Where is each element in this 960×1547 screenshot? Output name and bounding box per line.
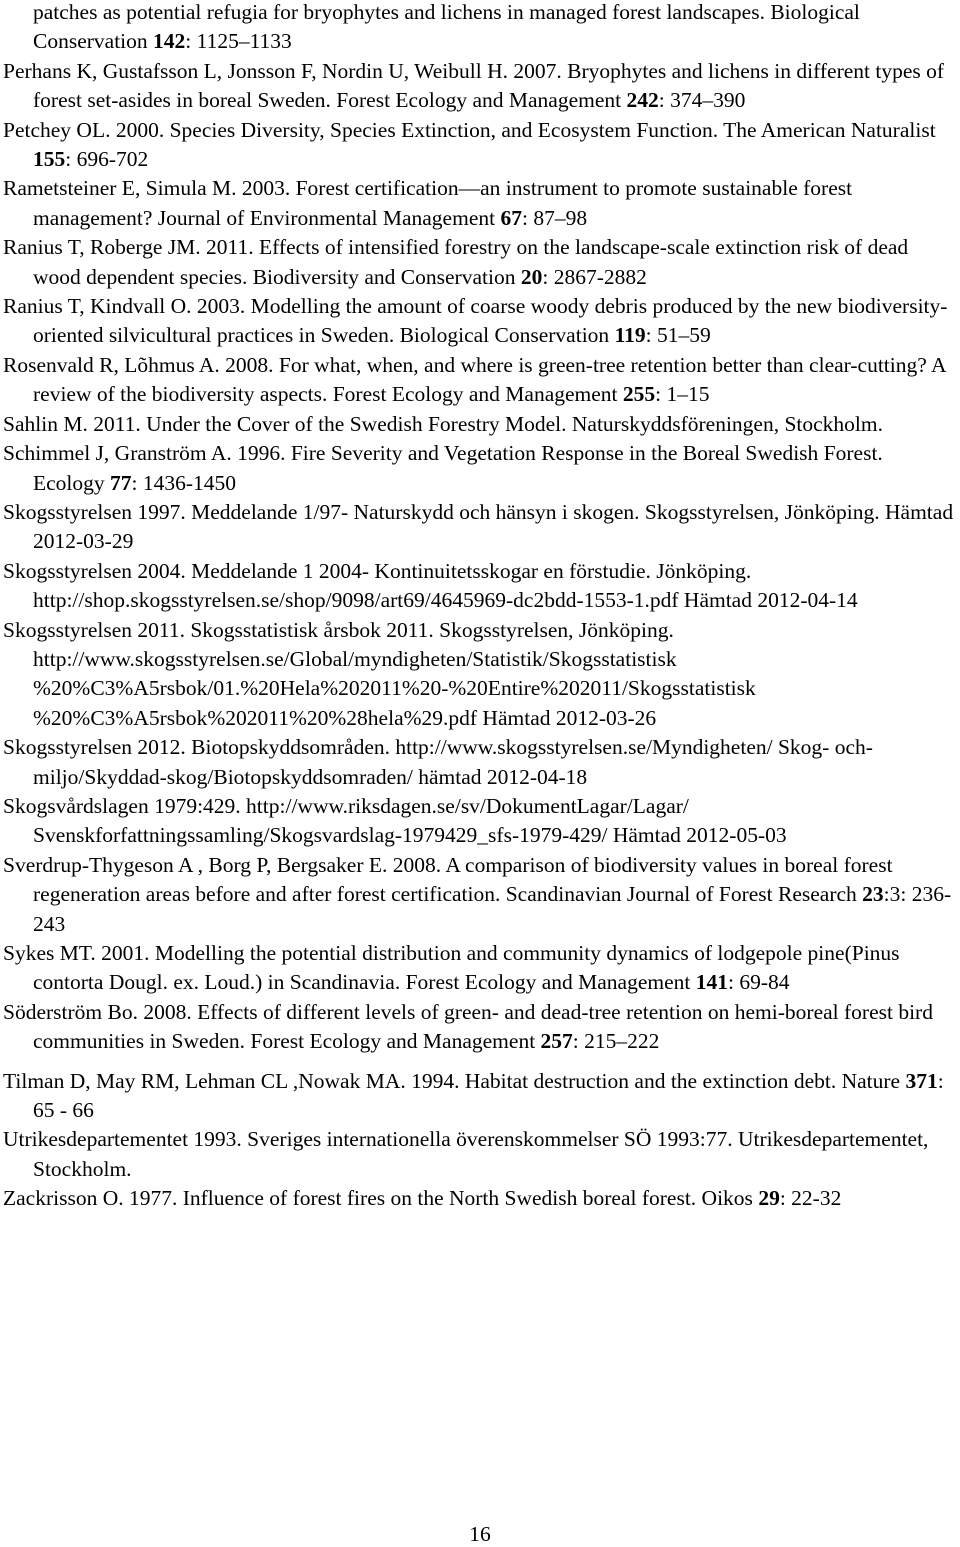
reference-text: Skogsstyrelsen 2004. Meddelande 1 2004- Kontinuitetsskogar en förstudie. Jönköping. http://shop.skogsstyrelsen.se/shop/9098/art69/4645969-dc2bdd-1553-1.pdf Hämtad 2012-04-14: [3, 558, 858, 613]
reference-text: : 374–390: [658, 88, 746, 113]
reference-volume: 67: [500, 205, 522, 230]
reference-volume: 371: [905, 1068, 938, 1093]
reference-continuation: [3, 0, 957, 57]
reference-entry: [3, 57, 957, 116]
reference-text: patches as potential refugia for bryophytes and lichens in managed forest landscapes. Biological Conservation: [33, 0, 860, 54]
page-number: 16: [469, 1522, 491, 1546]
reference-entry: [3, 557, 957, 616]
reference-entry: [3, 851, 957, 939]
reference-entry: [3, 998, 957, 1057]
reference-entry: [3, 410, 957, 439]
reference-text: Sykes MT. 2001. Modelling the potential distribution and community dynamics of lodgepole pine(Pinus contorta Dougl. ex. Loud.) in Scandinavia. Forest Ecology and Management: [3, 941, 900, 995]
reference-text: Zackrisson O. 1977. Influence of forest fires on the North Swedish boreal forest. Oikos: [3, 1186, 759, 1211]
reference-text: Rametsteiner E, Simula M. 2003. Forest certification—an instrument to promote sustainable forest management? Journal of Environmental Management: [3, 176, 853, 230]
reference-entry: [3, 116, 957, 175]
reference-volume: 155: [33, 147, 66, 172]
reference-text: : 2867-2882: [542, 264, 647, 289]
reference-text: : 215–222: [572, 1029, 660, 1054]
reference-text: Söderström Bo. 2008. Effects of different levels of green- and dead-tree retention on hemi-boreal forest bird communities in Sweden. Forest Ecology and Management: [3, 999, 933, 1054]
reference-volume: 255: [622, 382, 656, 407]
reference-text: : 22-32: [779, 1186, 842, 1211]
reference-text: Ranius T, Kindvall O. 2003. Modelling the amount of coarse woody debris produced by the new biodiversity-oriented silvicultural practices in Sweden. Biological Conservation: [3, 294, 948, 348]
reference-text: Sverdrup-Thygeson A , Borg P, Bergsaker E. 2008. A comparison of biodiversity values in boreal forest regeneration areas before and after forest certification. Scandinavian Journal of Forest Research: [3, 852, 893, 907]
reference-text: : 1436-1450: [131, 470, 237, 495]
reference-text: Sahlin M. 2011. Under the Cover of the Swedish Forestry Model. Naturskyddsföreningen, Stockholm.: [3, 411, 883, 436]
reference-text: Skogsstyrelsen 1997. Meddelande 1/97- Naturskydd och hänsyn i skogen. Skogsstyrelsen, Jönköping. Hämtad 2012-03-29: [3, 499, 954, 554]
reference-text: Ranius T, Roberge JM. 2011. Effects of intensified forestry on the landscape-scale extinction risk of dead wood dependent species. Biodiversity and Conservation: [3, 235, 909, 289]
reference-volume: 142: [153, 29, 186, 54]
reference-text: Rosenvald R, Lõhmus A. 2008. For what, when, and where is green-tree retention better than clear-cutting? A review of the biodiversity aspects. Forest Ecology and Management: [3, 352, 946, 407]
reference-volume: 257: [540, 1029, 573, 1054]
reference-entry: [3, 733, 957, 792]
reference-text: Schimmel J, Granström A. 1996. Fire Severity and Vegetation Response in the Boreal Swedish Forest. Ecology: [3, 441, 883, 495]
reference-volume: 77: [110, 470, 132, 495]
reference-text: Skogsstyrelsen 2012. Biotopskyddsområden. http://www.skogsstyrelsen.se/Myndigheten/ Skog- och-miljo/Skyddad-skog/Biotopskyddsomraden/ hämtad 2012-04-18: [3, 735, 873, 789]
reference-text: Utrikesdepartementet 1993. Sveriges internationella överenskommelser SÖ 1993:77. Utrikesdepartementet, Stockholm.: [3, 1127, 929, 1181]
reference-entry: [3, 792, 957, 851]
reference-text: : 1125–1133: [185, 29, 292, 54]
reference-text: : 69-84: [728, 970, 790, 995]
reference-text: Tilman D, May RM, Lehman CL ,Nowak MA. 1994. Habitat destruction and the extinction debt. Nature: [3, 1068, 906, 1093]
reference-volume: 20: [520, 264, 543, 289]
reference-entry: [3, 939, 957, 998]
reference-entry: [3, 292, 957, 351]
reference-volume: 242: [626, 88, 659, 113]
reference-text: Skogsvårdslagen 1979:429. http://www.riksdagen.se/sv/DokumentLagar/Lagar/ Svenskforfattningssamling/Skogsvardslag-1979429_sfs-1979-429/ Hämtad 2012-05-03: [3, 793, 787, 848]
reference-entry: [3, 439, 957, 498]
reference-entry: [3, 174, 957, 233]
reference-entry: [3, 498, 957, 557]
reference-volume: 119: [614, 323, 646, 348]
reference-entry: [3, 1184, 957, 1213]
reference-text: : 87–98: [521, 205, 588, 230]
reference-volume: 29: [758, 1186, 780, 1211]
reference-text: Skogsstyrelsen 2011. Skogsstatistisk årsbok 2011. Skogsstyrelsen, Jönköping. http://www.skogsstyrelsen.se/Global/myndigheten/Statistik/Skogsstatistisk %20%C3%A5rsbok/01.%20Hela%202011%20-%20Entire%202011/Skogsstatistisk %20%C3%A5rsbok%202011%20%28hela%29.pdf Hämtad 2012-03-26: [3, 617, 756, 730]
reference-text: : 51–59: [645, 323, 711, 348]
reference-text: : 65 - 66: [33, 1068, 944, 1123]
reference-text: : 696-702: [65, 147, 149, 172]
reference-text: Petchey OL. 2000. Species Diversity, Species Extinction, and Ecosystem Function. The American Naturalist: [3, 117, 936, 142]
reference-entry: [3, 1125, 957, 1184]
reference-entry: [3, 1067, 957, 1126]
reference-entry: [3, 616, 957, 734]
reference-list: [3, 0, 957, 1214]
reference-text: : 1–15: [655, 382, 710, 407]
reference-volume: 23: [862, 882, 884, 907]
reference-entry: [3, 233, 957, 292]
reference-volume: 141: [695, 970, 729, 995]
reference-text: :3: 236-243: [33, 882, 952, 936]
reference-entry: [3, 351, 957, 410]
reference-text: Perhans K, Gustafsson L, Jonsson F, Nordin U, Weibull H. 2007. Bryophytes and lichens in different types of forest set-asides in boreal Sweden. Forest Ecology and Management: [3, 58, 945, 113]
